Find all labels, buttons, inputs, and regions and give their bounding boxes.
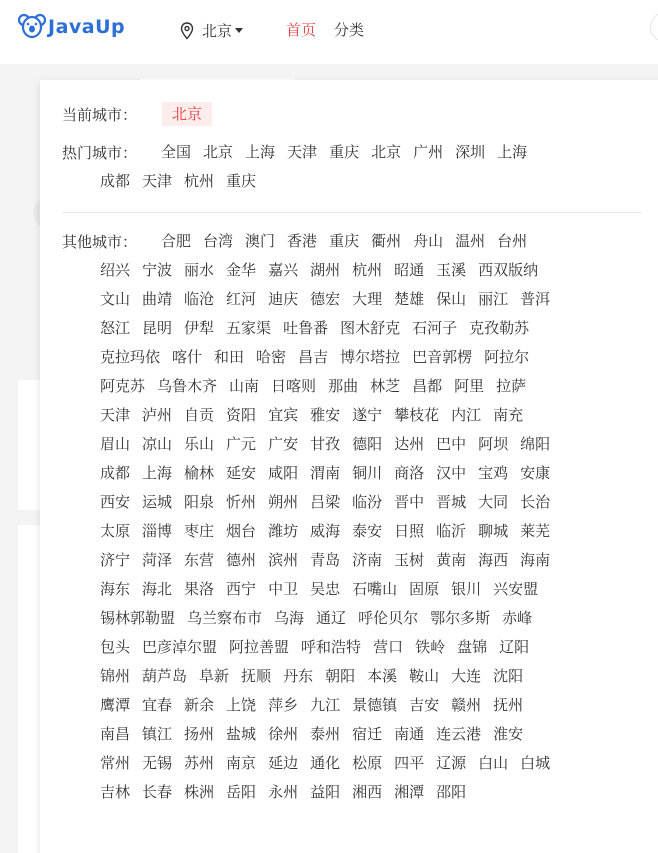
city-item[interactable]: 景德镇 [352,696,398,714]
city-item[interactable]: 北京 [371,143,402,161]
city-item[interactable]: 广州 [413,143,444,161]
city-item[interactable]: 吐鲁番 [283,319,329,337]
map-pin-icon [180,22,194,40]
city-item[interactable]: 徐州 [268,725,299,743]
city-item[interactable]: 晋中 [394,493,425,511]
city-item[interactable]: 淮安 [493,725,524,743]
city-item[interactable]: 包头 [100,638,131,656]
city-item[interactable]: 达州 [394,435,425,453]
city-item[interactable]: 宁波 [142,261,173,279]
city-item[interactable]: 雅安 [310,406,341,424]
city-item[interactable]: 丹东 [283,667,314,685]
city-item[interactable]: 常州 [100,754,131,772]
city-item[interactable]: 吕梁 [310,493,341,511]
city-item[interactable]: 和田 [214,348,245,366]
city-item[interactable]: 遂宁 [352,406,383,424]
city-item[interactable]: 淄博 [142,522,173,540]
city-item[interactable]: 济宁 [100,551,131,569]
city-item[interactable]: 迪庆 [268,290,299,308]
city-item[interactable]: 白城 [520,754,551,772]
city-item[interactable]: 大理 [352,290,383,308]
city-item[interactable]: 阿拉尔 [484,348,530,366]
user-avatar[interactable] [650,12,658,42]
city-item[interactable]: 株洲 [184,783,215,801]
city-item[interactable]: 巴彦淖尔盟 [142,638,218,656]
city-item[interactable]: 重庆 [226,172,257,190]
city-item[interactable]: 林芝 [370,377,401,395]
city-item[interactable]: 大同 [478,493,509,511]
city-item[interactable]: 朝阳 [325,667,356,685]
background-card [18,380,40,510]
city-item[interactable]: 巴音郭楞 [412,348,473,366]
city-item[interactable]: 吴忠 [310,580,341,598]
city-item[interactable]: 湖州 [310,261,341,279]
koala-logo-icon [18,12,46,42]
city-item[interactable]: 昭通 [394,261,425,279]
city-item[interactable]: 曲靖 [142,290,173,308]
city-item[interactable]: 朔州 [268,493,299,511]
city-item[interactable]: 乌海 [274,609,305,627]
city-item[interactable]: 南充 [493,406,524,424]
city-item[interactable]: 湘西 [352,783,383,801]
city-item[interactable]: 上海 [142,464,173,482]
city-item[interactable]: 锦州 [100,667,131,685]
city-item[interactable]: 锡林郭勒盟 [100,609,176,627]
city-item[interactable]: 榆林 [184,464,215,482]
city-item[interactable]: 昌都 [412,377,443,395]
city-item[interactable]: 海西 [478,551,509,569]
city-item[interactable]: 延安 [226,464,257,482]
city-item[interactable]: 丽江 [478,290,509,308]
city-item[interactable]: 中卫 [268,580,299,598]
city-item[interactable]: 青岛 [310,551,341,569]
city-item[interactable]: 本溪 [367,667,398,685]
city-item[interactable]: 上海 [497,143,528,161]
city-item[interactable]: 乌鲁木齐 [157,377,218,395]
city-item[interactable]: 抚州 [493,696,524,714]
city-item[interactable]: 通辽 [316,609,347,627]
city-item[interactable]: 天津 [100,406,131,424]
city-item[interactable]: 南昌 [100,725,131,743]
city-item[interactable]: 石嘴山 [352,580,398,598]
city-item[interactable]: 德宏 [310,290,341,308]
city-item[interactable]: 日照 [394,522,425,540]
city-item[interactable]: 西宁 [226,580,257,598]
city-item[interactable]: 文山 [100,290,131,308]
city-item[interactable]: 衢州 [371,232,402,250]
city-item[interactable]: 阳泉 [184,493,215,511]
city-item[interactable]: 连云港 [436,725,482,743]
city-item[interactable]: 葫芦岛 [142,667,188,685]
city-item[interactable]: 保山 [436,290,467,308]
city-item[interactable]: 聊城 [478,522,509,540]
city-item[interactable]: 阿拉善盟 [229,638,290,656]
city-item[interactable]: 南京 [226,754,257,772]
city-item[interactable]: 重庆 [329,143,360,161]
other-city-label: 其他城市： [62,233,138,251]
city-item[interactable]: 杭州 [352,261,383,279]
city-item[interactable]: 日喀则 [271,377,317,395]
city-item[interactable]: 商洛 [394,464,425,482]
city-item[interactable]: 克孜勒苏 [469,319,530,337]
city-item[interactable]: 德阳 [352,435,383,453]
city-item[interactable]: 广安 [268,435,299,453]
city-item[interactable]: 吉安 [409,696,440,714]
city-item[interactable]: 眉山 [100,435,131,453]
city-item[interactable]: 台州 [497,232,528,250]
city-item[interactable]: 乐山 [184,435,215,453]
city-item[interactable]: 威海 [310,522,341,540]
city-item[interactable]: 那曲 [328,377,359,395]
city-item[interactable]: 天津 [287,143,318,161]
city-item[interactable]: 昌吉 [298,348,329,366]
city-item[interactable]: 凉山 [142,435,173,453]
city-item[interactable]: 绍兴 [100,261,131,279]
background-card [18,525,40,853]
city-item[interactable]: 拉萨 [496,377,527,395]
city-item[interactable]: 澳门 [245,232,276,250]
city-item[interactable]: 安康 [520,464,551,482]
city-item[interactable]: 吉林 [100,783,131,801]
city-item[interactable]: 海东 [100,580,131,598]
city-item[interactable]: 营口 [373,638,404,656]
city-item[interactable]: 博尔塔拉 [340,348,401,366]
city-item[interactable]: 延边 [268,754,299,772]
city-item[interactable]: 白山 [478,754,509,772]
city-item[interactable]: 黄南 [436,551,467,569]
city-item[interactable]: 临沧 [184,290,215,308]
city-item[interactable]: 大连 [451,667,482,685]
city-item[interactable]: 枣庄 [184,522,215,540]
city-item[interactable]: 果洛 [184,580,215,598]
city-item[interactable]: 益阳 [310,783,341,801]
city-item[interactable]: 阿克苏 [100,377,146,395]
city-item[interactable]: 兴安盟 [493,580,539,598]
city-item[interactable]: 新余 [184,696,215,714]
city-item[interactable]: 泰州 [310,725,341,743]
nav-category[interactable]: 分类 [334,21,365,39]
city-item[interactable]: 九江 [310,696,341,714]
city-item[interactable]: 成都 [100,464,131,482]
caret-down-icon [235,28,243,33]
city-item[interactable]: 鄂尔多斯 [430,609,491,627]
city-item[interactable]: 忻州 [226,493,257,511]
city-item[interactable]: 红河 [226,290,257,308]
city-item[interactable]: 合肥 [161,232,192,250]
city-item[interactable]: 上饶 [226,696,257,714]
city-item[interactable]: 银川 [451,580,482,598]
city-item[interactable]: 上海 [245,143,276,161]
city-item[interactable]: 济南 [352,551,383,569]
city-item[interactable]: 四平 [394,754,425,772]
city-item[interactable]: 成都 [100,172,131,190]
city-item[interactable]: 宜春 [142,696,173,714]
city-item[interactable]: 盘锦 [457,638,488,656]
city-item[interactable]: 长春 [142,783,173,801]
city-item[interactable]: 辽源 [436,754,467,772]
logo[interactable] [18,12,125,42]
city-item[interactable]: 金华 [226,261,257,279]
city-item[interactable]: 伊犁 [184,319,215,337]
city-item[interactable]: 巴中 [436,435,467,453]
city-item[interactable]: 怒江 [100,319,131,337]
city-item[interactable]: 湘潭 [394,783,425,801]
city-item[interactable]: 西双版纳 [478,261,539,279]
city-item[interactable]: 辽阳 [499,638,530,656]
city-item[interactable]: 铜川 [352,464,383,482]
city-item[interactable]: 宜宾 [268,406,299,424]
city-item[interactable]: 克拉玛依 [100,348,161,366]
city-item[interactable]: 山南 [229,377,260,395]
city-item[interactable]: 杭州 [184,172,215,190]
city-item[interactable]: 五家渠 [226,319,272,337]
city-item[interactable]: 玉树 [394,551,425,569]
city-item[interactable]: 抚顺 [241,667,272,685]
hot-city-list [100,138,570,196]
city-item[interactable]: 宝鸡 [478,464,509,482]
city-item[interactable]: 呼伦贝尔 [358,609,419,627]
city-item[interactable]: 太原 [100,522,131,540]
city-item[interactable]: 全国 [161,143,192,161]
city-item[interactable]: 扬州 [184,725,215,743]
city-item[interactable]: 苏州 [184,754,215,772]
city-item[interactable]: 深圳 [455,143,486,161]
city-item[interactable]: 烟台 [226,522,257,540]
city-item[interactable]: 运城 [142,493,173,511]
city-item[interactable]: 汉中 [436,464,467,482]
city-item[interactable]: 喀什 [172,348,203,366]
nav-home[interactable]: 首页 [286,21,317,39]
city-item[interactable]: 舟山 [413,232,444,250]
city-item[interactable]: 东营 [184,551,215,569]
city-item[interactable]: 邵阳 [436,783,467,801]
city-item[interactable]: 鹰潭 [100,696,131,714]
logo-text: JavaUp [48,16,126,38]
city-item[interactable]: 镇江 [142,725,173,743]
city-item[interactable]: 长治 [520,493,551,511]
city-item[interactable]: 盐城 [226,725,257,743]
city-item[interactable]: 温州 [455,232,486,250]
top-header [0,0,658,64]
city-item[interactable]: 绵阳 [520,435,551,453]
main-nav [286,19,382,40]
city-item[interactable]: 岳阳 [226,783,257,801]
hot-city-label: 热门城市： [62,144,138,162]
city-item[interactable]: 宿迁 [352,725,383,743]
city-item[interactable]: 泸州 [142,406,173,424]
city-item[interactable]: 阜新 [199,667,230,685]
city-item[interactable]: 南通 [394,725,425,743]
city-item[interactable]: 潍坊 [268,522,299,540]
current-city-badge[interactable]: 北京 [162,102,212,126]
city-item[interactable]: 丽水 [184,261,215,279]
city-item[interactable]: 石河子 [412,319,458,337]
current-city-label: 当前城市： [62,106,138,124]
city-item[interactable]: 普洱 [520,290,551,308]
city-item[interactable]: 莱芜 [520,522,551,540]
other-city-list [100,227,570,807]
city-item[interactable]: 图木舒克 [340,319,401,337]
city-item[interactable]: 广元 [226,435,257,453]
city-item[interactable]: 临沂 [436,522,467,540]
city-item[interactable]: 松原 [352,754,383,772]
city-item[interactable]: 泰安 [352,522,383,540]
city-item[interactable]: 海北 [142,580,173,598]
city-item[interactable]: 临汾 [352,493,383,511]
city-item[interactable]: 渭南 [310,464,341,482]
city-item[interactable]: 资阳 [226,406,257,424]
city-item[interactable]: 永州 [268,783,299,801]
city-item[interactable]: 楚雄 [394,290,425,308]
city-item[interactable]: 无锡 [142,754,173,772]
city-item[interactable]: 重庆 [329,232,360,250]
city-item[interactable]: 乌兰察布市 [187,609,263,627]
city-item[interactable]: 阿里 [454,377,485,395]
location-selector[interactable] [180,20,243,41]
city-item[interactable]: 内江 [451,406,482,424]
city-item[interactable]: 晋城 [436,493,467,511]
city-item[interactable]: 嘉兴 [268,261,299,279]
city-item[interactable]: 海南 [520,551,551,569]
city-item[interactable]: 天津 [142,172,173,190]
city-item[interactable]: 台湾 [203,232,234,250]
city-item[interactable]: 香港 [287,232,318,250]
city-item[interactable]: 昆明 [142,319,173,337]
city-item[interactable]: 沈阳 [493,667,524,685]
city-item[interactable]: 玉溪 [436,261,467,279]
section-divider [62,212,642,213]
city-item[interactable]: 自贡 [184,406,215,424]
city-item[interactable]: 赤峰 [502,609,533,627]
city-item[interactable]: 阿坝 [478,435,509,453]
city-item[interactable]: 赣州 [451,696,482,714]
city-item[interactable]: 呼和浩特 [301,638,362,656]
city-item[interactable]: 哈密 [256,348,287,366]
city-item[interactable]: 西安 [100,493,131,511]
city-item[interactable]: 甘孜 [310,435,341,453]
city-item[interactable]: 鞍山 [409,667,440,685]
city-item[interactable]: 滨州 [268,551,299,569]
location-city: 北京 [202,22,233,40]
city-item[interactable]: 德州 [226,551,257,569]
city-item[interactable]: 菏泽 [142,551,173,569]
city-item[interactable]: 咸阳 [268,464,299,482]
city-item[interactable]: 萍乡 [268,696,299,714]
city-item[interactable]: 通化 [310,754,341,772]
city-item[interactable]: 北京 [203,143,234,161]
city-item[interactable]: 攀枝花 [394,406,440,424]
city-item[interactable]: 铁岭 [415,638,446,656]
city-item[interactable]: 固原 [409,580,440,598]
